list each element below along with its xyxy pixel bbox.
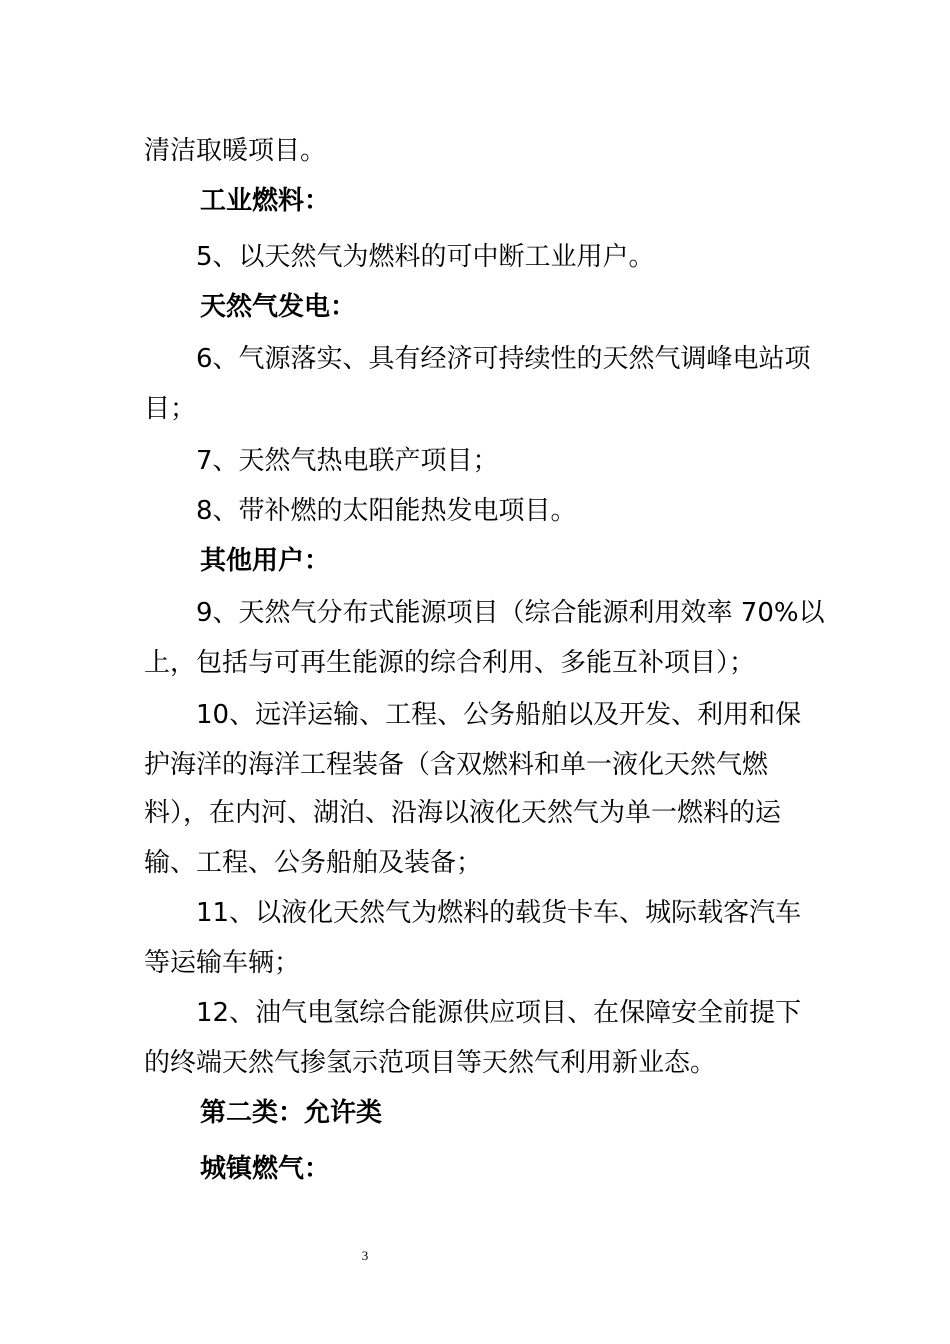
list-item-10-line-4: 输、工程、公务船舶及装备； — [144, 848, 483, 878]
list-item-10-line-2: 护海洋的海洋工程装备（含双燃料和单一液化天然气燃 — [144, 750, 769, 780]
list-item-11-line-2: 等运输车辆； — [144, 948, 301, 978]
list-item-9-line-1: 9、天然气分布式能源项目（综合能源利用效率 70%以 — [196, 598, 825, 628]
section-heading-other-users: 其他用户： — [200, 546, 331, 576]
section-heading-urban-gas: 城镇燃气： — [200, 1154, 331, 1184]
list-item-8: 8、带补燃的太阳能热发电项目。 — [196, 496, 577, 526]
section-heading-industrial-fuel: 工业燃料： — [200, 186, 331, 216]
list-item-9-line-2: 上，包括与可再生能源的综合利用、多能互补项目）； — [144, 648, 756, 678]
list-item-11-line-1: 11、以液化天然气为燃料的载货卡车、城际载客汽车 — [196, 898, 802, 928]
list-item-12-line-1: 12、油气电氢综合能源供应项目、在保障安全前提下 — [196, 998, 802, 1028]
list-item-6-line-2: 目； — [144, 394, 197, 424]
section-heading-category-2: 第二类：允许类 — [200, 1098, 383, 1128]
list-item-6-line-1: 6、气源落实、具有经济可持续性的天然气调峰电站项 — [196, 344, 811, 374]
page-number: 3 — [361, 1248, 369, 1263]
list-item-12-line-2: 的终端天然气掺氢示范项目等天然气利用新业态。 — [144, 1048, 717, 1078]
section-heading-gas-power: 天然气发电： — [200, 292, 357, 322]
list-item-10-line-1: 10、远洋运输、工程、公务船舶以及开发、利用和保 — [196, 700, 802, 730]
text-line-1: 清洁取暖项目。 — [144, 136, 327, 166]
list-item-7: 7、天然气热电联产项目； — [196, 446, 499, 476]
list-item-10-line-3: 料），在内河、湖泊、沿海以液化天然气为单一燃料的运 — [144, 798, 782, 828]
list-item-5: 5、以天然气为燃料的可中断工业用户。 — [196, 242, 655, 272]
